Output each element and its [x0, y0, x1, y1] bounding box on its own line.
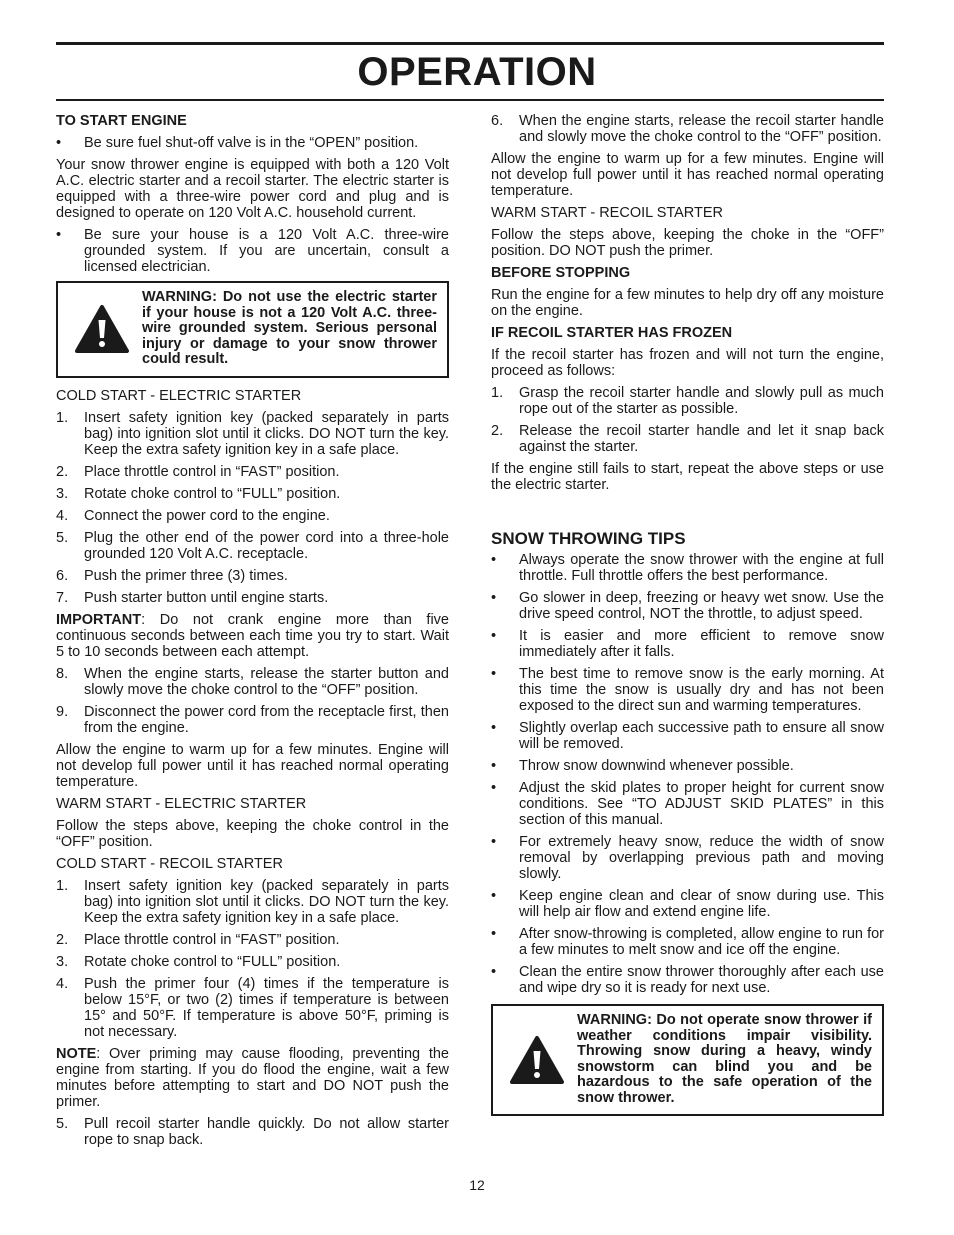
- list-item: [491, 758, 884, 774]
- list-item: [491, 628, 884, 660]
- cold-start-recoil-steps: [56, 878, 449, 1040]
- list-item: [56, 530, 449, 562]
- list-item: [491, 834, 884, 882]
- tip-text: Throw snow downwind whenever possible.: [519, 758, 794, 774]
- list-item: [491, 113, 884, 145]
- step-number: 7.: [56, 589, 69, 606]
- list-item: [56, 704, 449, 736]
- tip-text: Slightly overlap each successive path to ensure all snow will be removed.: [519, 720, 884, 752]
- important-text: : Do not crank engine more than five continuous seconds between each time you try to start. Wait 5 to 10 seconds between each attempt.: [56, 611, 449, 660]
- page-title: OPERATION: [357, 50, 597, 94]
- bullet-mark: •: [56, 135, 62, 151]
- tip-text: The best time to remove snow is the early morning. At this time the snow is usually dry and has not been exposed to the direct sun and warming temperatures.: [519, 666, 884, 714]
- list-item: [56, 410, 449, 458]
- fuel-valve-text: Be sure fuel shut-off valve is in the “OPEN” position.: [84, 135, 419, 151]
- tip-text: After snow-throwing is completed, allow engine to run for a few minutes to melt snow and ice off the engine.: [519, 926, 884, 958]
- tip-text: It is easier and more efficient to remove snow immediately after it falls.: [519, 628, 884, 660]
- bullet-mark: •: [491, 926, 497, 942]
- step-number: 4.: [56, 507, 69, 524]
- step-text: Disconnect the power cord from the receptacle first, then from the engine.: [84, 703, 449, 736]
- step-text: Insert safety ignition key (packed separately in parts bag) into ignition slot until it clicks. DO NOT turn the key. Keep the extra safety ignition key in a safe place.: [84, 409, 449, 458]
- bullet-mark: •: [491, 666, 497, 682]
- right-column: [491, 113, 884, 1126]
- step-number: 9.: [56, 703, 69, 720]
- visibility-warning-box: [491, 1004, 884, 1116]
- bullet-mark: •: [491, 888, 497, 904]
- list-item: [491, 964, 884, 996]
- snow-throwing-tips-list: [491, 552, 884, 996]
- step-text: Push the primer four (4) times if the temperature is below 15°F, or two (2) times if temperature is between 15° and 50°F. If temperature is above 50°F, priming is not necessary.: [84, 975, 449, 1040]
- step-text: Rotate choke control to “FULL” position.: [84, 953, 341, 970]
- step-text: Push starter button until engine starts.: [84, 589, 329, 606]
- step-text: Connect the power cord to the engine.: [84, 507, 330, 524]
- step-number: 1.: [491, 385, 504, 401]
- list-item: [491, 888, 884, 920]
- step-text: Place throttle control in “FAST” position.: [84, 463, 340, 480]
- cold-start-electric-heading: COLD START - ELECTRIC STARTER: [56, 387, 302, 404]
- left-column: [56, 113, 449, 1154]
- fuel-valve-bullet: [56, 135, 449, 151]
- electric-starter-warning-box: [56, 281, 449, 378]
- list-item: [56, 932, 449, 948]
- cold-start-recoil-steps-continued: [56, 1116, 449, 1148]
- visibility-warning-text: WARNING: Do not operate snow thrower if weather conditions impair visibility. Throwing snow during a heavy, windy snowstorm can blind you and be hazardous to the safe operation of the snow thrower.: [577, 1012, 872, 1106]
- top-rule: [56, 42, 884, 45]
- step-number: 3.: [56, 953, 69, 970]
- important-label: IMPORTANT: [56, 611, 142, 628]
- step-text: Place throttle control in “FAST” position.: [84, 931, 340, 948]
- step-text: Rotate choke control to “FULL” position.: [84, 485, 341, 502]
- bullet-mark: •: [491, 590, 497, 606]
- title-underline: [56, 99, 884, 101]
- step-number: 1.: [56, 409, 69, 426]
- tip-text: Clean the entire snow thrower thoroughly after each use and wipe dry so it is ready for next use.: [519, 964, 884, 996]
- to-start-engine-heading: TO START ENGINE: [56, 113, 187, 129]
- warmup-paragraph: Allow the engine to warm up for a few minutes. Engine will not develop full power until it has reached normal operating temperature.: [56, 741, 449, 790]
- tip-text: Go slower in deep, freezing or heavy wet snow. Use the drive speed control, NOT the throttle, to adjust speed.: [519, 590, 884, 622]
- house-wiring-text: Be sure your house is a 120 Volt A.C. three-wire grounded system. If you are uncertain, consult a licensed electrician.: [84, 227, 449, 275]
- step-text: Push the primer three (3) times.: [84, 567, 288, 584]
- step-number: 3.: [56, 485, 69, 502]
- frozen-starter-outro: If the engine still fails to start, repeat the above steps or use the electric starter.: [491, 461, 884, 493]
- list-item: [491, 666, 884, 714]
- bullet-mark: •: [491, 720, 497, 736]
- frozen-starter-heading: IF RECOIL STARTER HAS FROZEN: [491, 325, 733, 341]
- list-item: [56, 590, 449, 606]
- step-text: When the engine starts, release the starter button and slowly move the choke control to the “OFF” position.: [84, 665, 449, 698]
- list-item: [491, 780, 884, 828]
- bullet-mark: •: [491, 780, 497, 796]
- warm-start-recoil-text: Follow the steps above, keeping the choke in the “OFF” position. DO NOT push the primer.: [491, 227, 884, 259]
- note-paragraph: [56, 1046, 449, 1110]
- bullet-mark: •: [491, 964, 497, 980]
- list-item: [491, 926, 884, 958]
- warm-start-electric-heading: WARM START - ELECTRIC STARTER: [56, 795, 307, 812]
- warm-start-electric-text: Follow the steps above, keeping the choke control in the “OFF” position.: [56, 817, 449, 850]
- step-number: 2.: [491, 423, 504, 439]
- step-number: 1.: [56, 877, 69, 894]
- list-item: [56, 954, 449, 970]
- cold-start-recoil-heading: COLD START - RECOIL STARTER: [56, 855, 283, 872]
- warning-triangle-icon: [503, 1035, 571, 1085]
- bullet-mark: •: [56, 227, 62, 243]
- step-number: 6.: [56, 567, 69, 584]
- step-number: 2.: [56, 463, 69, 480]
- list-item: [56, 486, 449, 502]
- warm-start-recoil-heading: WARM START - RECOIL STARTER: [491, 205, 724, 221]
- frozen-starter-intro: If the recoil starter has frozen and will not turn the engine, proceed as follows:: [491, 347, 884, 379]
- house-wiring-bullet: [56, 227, 449, 275]
- electric-starter-warning-text: WARNING: Do not use the electric starter if your house is not a 120 Volt A.C. three-wire grounded system. Serious personal injury or damage to your snow thrower could result.: [142, 289, 437, 367]
- list-item: [56, 568, 449, 584]
- before-stopping-text: Run the engine for a few minutes to help dry off any moisture on the engine.: [491, 287, 884, 319]
- list-item: [491, 552, 884, 584]
- page-number: 12: [469, 1177, 485, 1193]
- note-label: NOTE: [56, 1045, 97, 1062]
- step-number: 6.: [491, 113, 504, 129]
- cold-start-electric-steps: [56, 410, 449, 606]
- list-item: [491, 590, 884, 622]
- important-paragraph: [56, 612, 449, 660]
- list-item: [491, 385, 884, 417]
- bullet-mark: •: [491, 758, 497, 774]
- list-item: [491, 423, 884, 455]
- before-stopping-heading: BEFORE STOPPING: [491, 265, 631, 281]
- list-item: [491, 720, 884, 752]
- list-item: [56, 1116, 449, 1148]
- note-text: : Over priming may cause flooding, preventing the engine from starting. If you do flood the engine, wait a few minutes before attempting to start and DO NOT push the primer.: [56, 1045, 449, 1110]
- warning-triangle-icon: [68, 304, 136, 354]
- intro-paragraph: Your snow thrower engine is equipped with both a 120 Volt A.C. electric starter and a recoil starter. The electric starter is equipped with a three-wire power cord and plug and is designed to operate on 120 Volt A.C. household current.: [56, 157, 449, 221]
- step-text: Insert safety ignition key (packed separately in parts bag) into ignition slot until it clicks. DO NOT turn the key. Keep the extra safety ignition key in a safe place.: [84, 877, 449, 926]
- step-number: 5.: [56, 529, 69, 546]
- snow-throwing-tips-heading: SNOW THROWING TIPS: [491, 529, 686, 548]
- step-number: 8.: [56, 665, 69, 682]
- list-item: [56, 878, 449, 926]
- bullet-mark: •: [491, 834, 497, 850]
- list-item: [56, 666, 449, 698]
- step-text: Plug the other end of the power cord into a three-hole grounded 120 Volt A.C. receptacle.: [84, 529, 449, 562]
- frozen-starter-steps: [491, 385, 884, 455]
- step-number: 2.: [56, 931, 69, 948]
- tip-text: Always operate the snow thrower with the engine at full throttle. Full throttle offers the best performance.: [519, 552, 884, 584]
- warmup-paragraph: Allow the engine to warm up for a few minutes. Engine will not develop full power until it has reached normal operating temperature.: [491, 151, 884, 199]
- step-number: 5.: [56, 1115, 69, 1132]
- step-text: Release the recoil starter handle and let it snap back against the starter.: [519, 423, 884, 455]
- bullet-mark: •: [491, 628, 497, 644]
- list-item: [56, 508, 449, 524]
- tip-text: For extremely heavy snow, reduce the width of snow removal by overlapping previous path and moving slowly.: [519, 834, 884, 882]
- list-item: [56, 976, 449, 1040]
- bullet-mark: •: [491, 552, 497, 568]
- step-number: 4.: [56, 975, 69, 992]
- step-text: Grasp the recoil starter handle and slowly pull as much rope out of the starter as possible.: [519, 385, 884, 417]
- tip-text: Adjust the skid plates to proper height for current snow conditions. See “TO ADJUST SKID PLATES” in this section of this manual.: [519, 780, 884, 828]
- step-text: Pull recoil starter handle quickly. Do not allow starter rope to snap back.: [84, 1115, 449, 1148]
- cold-start-electric-steps-continued: [56, 666, 449, 736]
- tip-text: Keep engine clean and clear of snow during use. This will help air flow and extend engine life.: [519, 888, 884, 920]
- step-text: When the engine starts, release the recoil starter handle and slowly move the choke control to the “OFF” position.: [519, 113, 884, 145]
- list-item: [56, 464, 449, 480]
